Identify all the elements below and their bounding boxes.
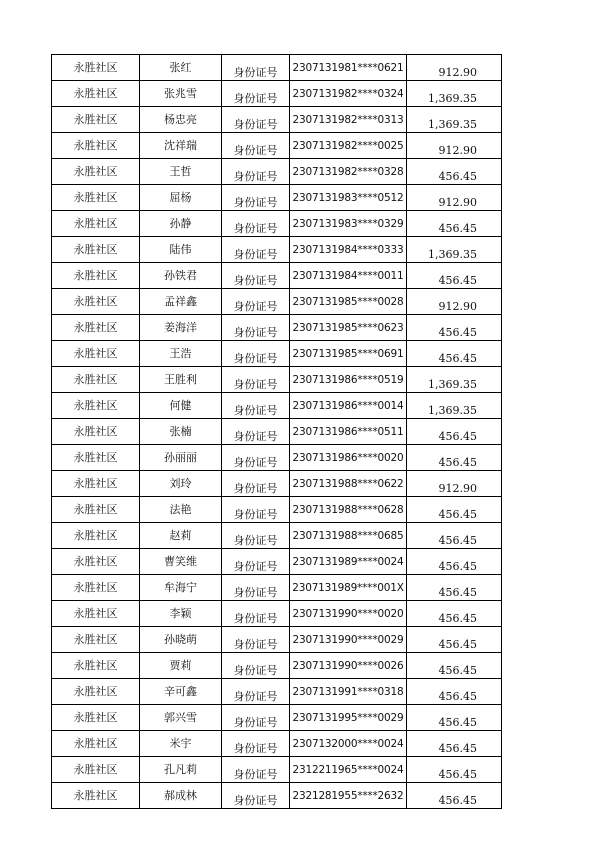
id-number-cell: 2307131989****0024	[290, 549, 407, 575]
id-number-cell: 2307131985****0028	[290, 289, 407, 315]
table-row	[52, 445, 502, 471]
name-cell: 赵莉	[140, 523, 222, 549]
id-number-cell: 2307131986****0014	[290, 393, 407, 419]
id-number-cell: 2307131986****0511	[290, 419, 407, 445]
id-number-cell: 2307131986****0519	[290, 367, 407, 393]
table-row	[52, 211, 502, 237]
id-number-cell: 2307131982****0313	[290, 107, 407, 133]
amount-cell: 456.45	[407, 419, 502, 445]
name-cell: 沈祥瑞	[140, 133, 222, 159]
id-number-cell: 2307131990****0029	[290, 627, 407, 653]
id-type-cell: 身份证号	[222, 81, 290, 107]
id-number-cell: 2321281955****2632	[290, 783, 407, 809]
table-row	[52, 393, 502, 419]
name-cell: 王胜利	[140, 367, 222, 393]
amount-cell: 456.45	[407, 497, 502, 523]
amount-cell: 456.45	[407, 601, 502, 627]
id-type-cell: 身份证号	[222, 497, 290, 523]
name-cell: 刘玲	[140, 471, 222, 497]
amount-cell: 456.45	[407, 783, 502, 809]
community-cell: 永胜社区	[52, 549, 140, 575]
name-cell: 杨忠亮	[140, 107, 222, 133]
name-cell: 贾莉	[140, 653, 222, 679]
amount-cell: 456.45	[407, 653, 502, 679]
table-row	[52, 263, 502, 289]
id-type-cell: 身份证号	[222, 185, 290, 211]
table-row	[52, 133, 502, 159]
name-cell: 孙晓萌	[140, 627, 222, 653]
id-type-cell: 身份证号	[222, 679, 290, 705]
amount-cell: 912.90	[407, 133, 502, 159]
name-cell: 孙丽丽	[140, 445, 222, 471]
name-cell: 何健	[140, 393, 222, 419]
name-cell: 法艳	[140, 497, 222, 523]
table-row	[52, 367, 502, 393]
community-cell: 永胜社区	[52, 783, 140, 809]
community-cell: 永胜社区	[52, 263, 140, 289]
name-cell: 曹笑维	[140, 549, 222, 575]
table-row	[52, 55, 502, 81]
name-cell: 辛可鑫	[140, 679, 222, 705]
id-number-cell: 2307131988****0628	[290, 497, 407, 523]
name-cell: 孙铁君	[140, 263, 222, 289]
amount-cell: 456.45	[407, 757, 502, 783]
community-cell: 永胜社区	[52, 445, 140, 471]
name-cell: 姜海洋	[140, 315, 222, 341]
community-cell: 永胜社区	[52, 133, 140, 159]
table-row	[52, 289, 502, 315]
id-number-cell: 2312211965****0024	[290, 757, 407, 783]
id-number-cell: 2307131991****0318	[290, 679, 407, 705]
table-row	[52, 627, 502, 653]
amount-cell: 456.45	[407, 549, 502, 575]
id-number-cell: 2307131984****0333	[290, 237, 407, 263]
community-cell: 永胜社区	[52, 601, 140, 627]
amount-cell: 456.45	[407, 679, 502, 705]
name-cell: 张兆雪	[140, 81, 222, 107]
community-cell: 永胜社区	[52, 393, 140, 419]
amount-cell: 456.45	[407, 159, 502, 185]
table-row	[52, 757, 502, 783]
community-cell: 永胜社区	[52, 419, 140, 445]
id-number-cell: 2307131995****0029	[290, 705, 407, 731]
amount-cell: 1,369.35	[407, 237, 502, 263]
id-type-cell: 身份证号	[222, 341, 290, 367]
table-row	[52, 419, 502, 445]
id-number-cell: 2307131983****0512	[290, 185, 407, 211]
id-number-cell: 2307131982****0324	[290, 81, 407, 107]
amount-cell: 912.90	[407, 289, 502, 315]
table-row	[52, 575, 502, 601]
table-row	[52, 601, 502, 627]
id-number-cell: 2307131990****0020	[290, 601, 407, 627]
community-cell: 永胜社区	[52, 185, 140, 211]
amount-cell: 456.45	[407, 445, 502, 471]
table-body	[52, 55, 502, 809]
id-type-cell: 身份证号	[222, 627, 290, 653]
name-cell: 米宇	[140, 731, 222, 757]
id-type-cell: 身份证号	[222, 419, 290, 445]
name-cell: 陆伟	[140, 237, 222, 263]
name-cell: 郝成林	[140, 783, 222, 809]
community-cell: 永胜社区	[52, 575, 140, 601]
community-cell: 永胜社区	[52, 315, 140, 341]
id-number-cell: 2307131988****0622	[290, 471, 407, 497]
id-type-cell: 身份证号	[222, 523, 290, 549]
name-cell: 李颖	[140, 601, 222, 627]
id-type-cell: 身份证号	[222, 705, 290, 731]
table-row	[52, 549, 502, 575]
amount-cell: 1,369.35	[407, 107, 502, 133]
amount-cell: 912.90	[407, 185, 502, 211]
id-type-cell: 身份证号	[222, 367, 290, 393]
amount-cell: 1,369.35	[407, 81, 502, 107]
table-row	[52, 497, 502, 523]
amount-cell: 912.90	[407, 55, 502, 81]
id-number-cell: 2307131984****0011	[290, 263, 407, 289]
id-type-cell: 身份证号	[222, 783, 290, 809]
id-number-cell: 2307131988****0685	[290, 523, 407, 549]
community-cell: 永胜社区	[52, 211, 140, 237]
table-row	[52, 237, 502, 263]
id-number-cell: 2307131981****0621	[290, 55, 407, 81]
table-row	[52, 471, 502, 497]
amount-cell: 456.45	[407, 341, 502, 367]
amount-cell: 456.45	[407, 211, 502, 237]
id-type-cell: 身份证号	[222, 757, 290, 783]
id-number-cell: 2307131982****0328	[290, 159, 407, 185]
table-row	[52, 679, 502, 705]
name-cell: 孟祥鑫	[140, 289, 222, 315]
table-row	[52, 653, 502, 679]
name-cell: 孔凡莉	[140, 757, 222, 783]
id-type-cell: 身份证号	[222, 55, 290, 81]
name-cell: 张红	[140, 55, 222, 81]
data-table	[51, 54, 502, 809]
id-number-cell: 2307131985****0623	[290, 315, 407, 341]
id-number-cell: 2307131982****0025	[290, 133, 407, 159]
name-cell: 孙静	[140, 211, 222, 237]
table-row	[52, 107, 502, 133]
table-row	[52, 159, 502, 185]
id-number-cell: 2307131989****001X	[290, 575, 407, 601]
id-type-cell: 身份证号	[222, 289, 290, 315]
community-cell: 永胜社区	[52, 289, 140, 315]
community-cell: 永胜社区	[52, 471, 140, 497]
community-cell: 永胜社区	[52, 341, 140, 367]
id-type-cell: 身份证号	[222, 393, 290, 419]
community-cell: 永胜社区	[52, 81, 140, 107]
community-cell: 永胜社区	[52, 653, 140, 679]
name-cell: 郭兴雪	[140, 705, 222, 731]
community-cell: 永胜社区	[52, 497, 140, 523]
id-type-cell: 身份证号	[222, 471, 290, 497]
id-type-cell: 身份证号	[222, 315, 290, 341]
name-cell: 张楠	[140, 419, 222, 445]
id-number-cell: 2307131983****0329	[290, 211, 407, 237]
id-type-cell: 身份证号	[222, 211, 290, 237]
community-cell: 永胜社区	[52, 523, 140, 549]
id-type-cell: 身份证号	[222, 653, 290, 679]
id-type-cell: 身份证号	[222, 133, 290, 159]
amount-cell: 456.45	[407, 575, 502, 601]
amount-cell: 456.45	[407, 705, 502, 731]
amount-cell: 456.45	[407, 315, 502, 341]
community-cell: 永胜社区	[52, 757, 140, 783]
table-row	[52, 185, 502, 211]
name-cell: 王浩	[140, 341, 222, 367]
id-type-cell: 身份证号	[222, 731, 290, 757]
id-type-cell: 身份证号	[222, 159, 290, 185]
table-row	[52, 81, 502, 107]
amount-cell: 1,369.35	[407, 393, 502, 419]
amount-cell: 1,369.35	[407, 367, 502, 393]
amount-cell: 456.45	[407, 523, 502, 549]
table-row	[52, 341, 502, 367]
id-type-cell: 身份证号	[222, 445, 290, 471]
id-type-cell: 身份证号	[222, 575, 290, 601]
community-cell: 永胜社区	[52, 237, 140, 263]
id-type-cell: 身份证号	[222, 549, 290, 575]
id-type-cell: 身份证号	[222, 601, 290, 627]
table-row	[52, 523, 502, 549]
amount-cell: 912.90	[407, 471, 502, 497]
id-type-cell: 身份证号	[222, 237, 290, 263]
id-number-cell: 2307131990****0026	[290, 653, 407, 679]
community-cell: 永胜社区	[52, 107, 140, 133]
community-cell: 永胜社区	[52, 159, 140, 185]
id-number-cell: 2307132000****0024	[290, 731, 407, 757]
amount-cell: 456.45	[407, 627, 502, 653]
id-number-cell: 2307131985****0691	[290, 341, 407, 367]
community-cell: 永胜社区	[52, 679, 140, 705]
community-cell: 永胜社区	[52, 731, 140, 757]
community-cell: 永胜社区	[52, 55, 140, 81]
table-row	[52, 315, 502, 341]
table-row	[52, 783, 502, 809]
table-row	[52, 705, 502, 731]
amount-cell: 456.45	[407, 731, 502, 757]
id-type-cell: 身份证号	[222, 263, 290, 289]
name-cell: 王哲	[140, 159, 222, 185]
community-cell: 永胜社区	[52, 627, 140, 653]
name-cell: 屈杨	[140, 185, 222, 211]
community-cell: 永胜社区	[52, 705, 140, 731]
table-row	[52, 731, 502, 757]
id-type-cell: 身份证号	[222, 107, 290, 133]
id-number-cell: 2307131986****0020	[290, 445, 407, 471]
amount-cell: 456.45	[407, 263, 502, 289]
name-cell: 牟海宁	[140, 575, 222, 601]
community-cell: 永胜社区	[52, 367, 140, 393]
